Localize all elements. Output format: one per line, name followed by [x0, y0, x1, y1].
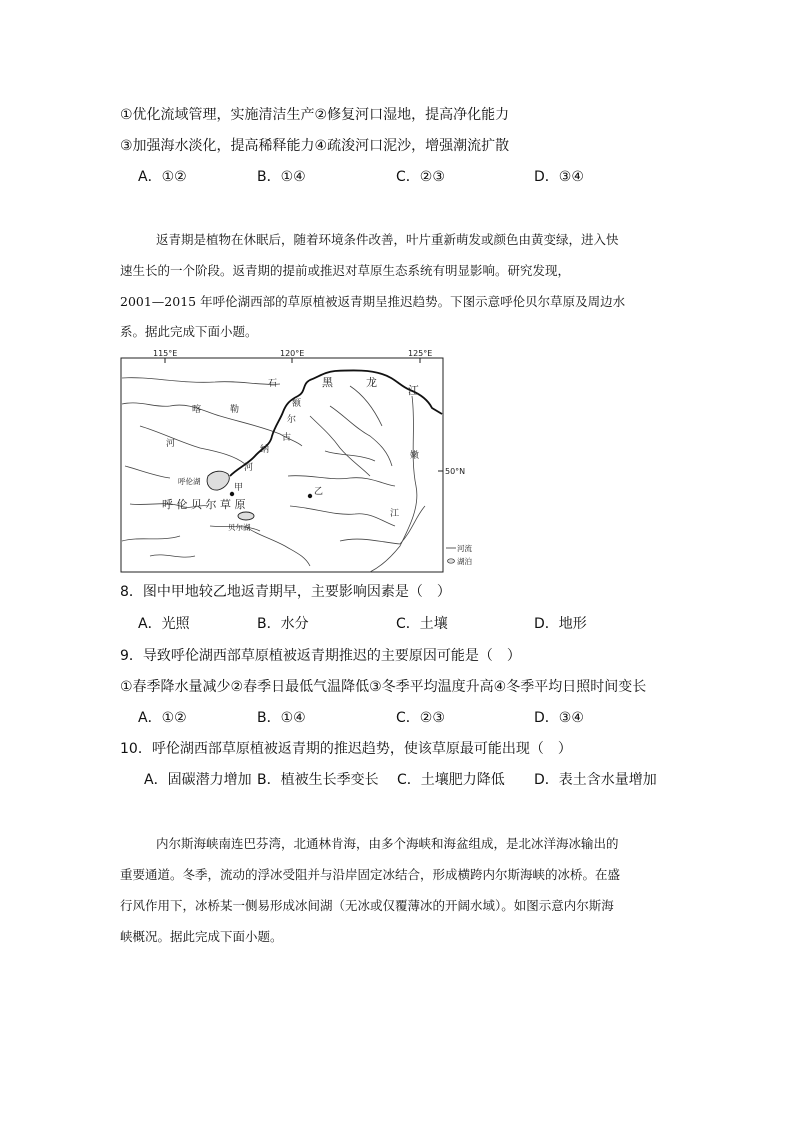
label-jiang: 江 [408, 384, 419, 397]
map-frame [121, 358, 443, 572]
label-gu: 古 [282, 433, 292, 443]
lon-label-125: 125°E [408, 349, 433, 358]
q10-option-b[interactable]: B．植被生长季变长 [257, 772, 379, 788]
point-yi-dot [308, 494, 312, 498]
label-jia: 甲 [234, 483, 244, 493]
q9-option-a[interactable]: A．①② [138, 710, 187, 726]
q7-option-a[interactable]: A．①② [138, 169, 187, 185]
q8-stem: 8．图中甲地较乙地返青期早，主要影响因素是（ ） [120, 584, 451, 600]
q7-statements-line2: ③加强海水淡化，提高稀释能力④疏浚河口泥沙，增强潮流扩散 [120, 138, 510, 154]
hulunbuir-map [120, 349, 480, 576]
label-shilka: 石 [268, 379, 278, 389]
label-long: 龙 [366, 376, 377, 389]
legend-lake-icon [448, 559, 455, 563]
q9-stem: 9．导致呼伦湖西部草原植被返青期推迟的主要原因可能是（ ） [120, 648, 521, 664]
q10-option-d[interactable]: D．表土含水量增加 [534, 772, 657, 788]
label-e: 额 [292, 399, 302, 409]
label-le: 勒 [230, 405, 240, 415]
legend-river-label: 河流 [457, 544, 472, 553]
q9-option-d[interactable]: D．③④ [534, 710, 584, 726]
label-yi: 乙 [314, 487, 324, 497]
q10-option-c[interactable]: C．土壤肥力降低 [397, 772, 505, 788]
q7-option-d[interactable]: D．③④ [534, 169, 584, 185]
passage-nares-line4: 峡概况。据此完成下面小题。 [120, 929, 283, 944]
q9-option-b[interactable]: B．①④ [257, 710, 306, 726]
passage-greening-line1: 返青期是植物在休眠后，随着环境条件改善，叶片重新萌发或颜色由黄变绿，进入快 [156, 232, 619, 247]
passage-nares-line3: 行风作用下，冰桥某一侧易形成冰间湖（无冰或仅覆薄冰的开阔水域）。如图示意内尔斯海 [120, 898, 614, 913]
label-buir-lake: 贝尔湖 [228, 523, 251, 532]
q7-option-c[interactable]: C．②③ [396, 169, 445, 185]
lake-buir [238, 512, 254, 520]
label-he-kerulen: 河 [166, 439, 176, 449]
q10-option-a[interactable]: A．固碳潜力增加 [144, 772, 252, 788]
q8-option-a[interactable]: A．光照 [138, 616, 190, 632]
label-nen-jiang: 江 [390, 509, 400, 519]
q9-statements: ①春季降水量减少②春季日最低气温降低③冬季平均温度升高④冬季平均日照时间变长 [120, 679, 647, 695]
label-hulun-lake: 呼伦湖 [178, 477, 201, 486]
passage-nares-line2: 重要通道。冬季，流动的浮冰受阻并与沿岸固定冰结合，形成横跨内尔斯海峡的冰桥。在盛 [120, 867, 621, 882]
passage-greening-line4: 系。据此完成下面小题。 [120, 324, 258, 339]
label-he-argun: 河 [244, 463, 254, 473]
q9-option-c[interactable]: C．②③ [396, 710, 445, 726]
label-er: 尔 [287, 415, 297, 425]
passage-greening-line3: 2001—2015 年呼伦湖西部的草原植被返青期呈推迟趋势。下图示意呼伦贝尔草原及周边水 [120, 294, 626, 309]
label-hei: 黑 [322, 376, 333, 389]
passage-nares-line1: 内尔斯海峡南连巴芬湾，北通林肯海，由多个海峡和海盆组成，是北冰洋海冰输出的 [156, 836, 619, 851]
label-grassland: 呼 伦 贝 尔 草 原 [162, 498, 246, 511]
label-na: 纳 [260, 445, 270, 455]
lat-label-50n: 50°N [445, 467, 466, 476]
legend-lake-label: 湖泊 [457, 557, 472, 566]
lon-label-120: 120°E [280, 349, 305, 358]
q7-option-b[interactable]: B．①④ [257, 169, 306, 185]
q8-option-c[interactable]: C．土壤 [396, 616, 448, 632]
label-ka: 喀 [192, 405, 202, 415]
q7-statements-line1: ①优化流域管理，实施清洁生产②修复河口湿地，提高净化能力 [120, 107, 510, 123]
label-nen: 嫩 [410, 451, 420, 461]
passage-greening-line2: 速生长的一个阶段。返青期的提前或推迟对草原生态系统有明显影响。研究发现， [120, 263, 571, 278]
lon-label-115: 115°E [153, 349, 178, 358]
q8-option-b[interactable]: B．水分 [257, 616, 309, 632]
q8-option-d[interactable]: D．地形 [534, 616, 587, 632]
q10-stem: 10．呼伦湖西部草原植被返青期的推迟趋势，使该草原最可能出现（ ） [120, 741, 572, 757]
